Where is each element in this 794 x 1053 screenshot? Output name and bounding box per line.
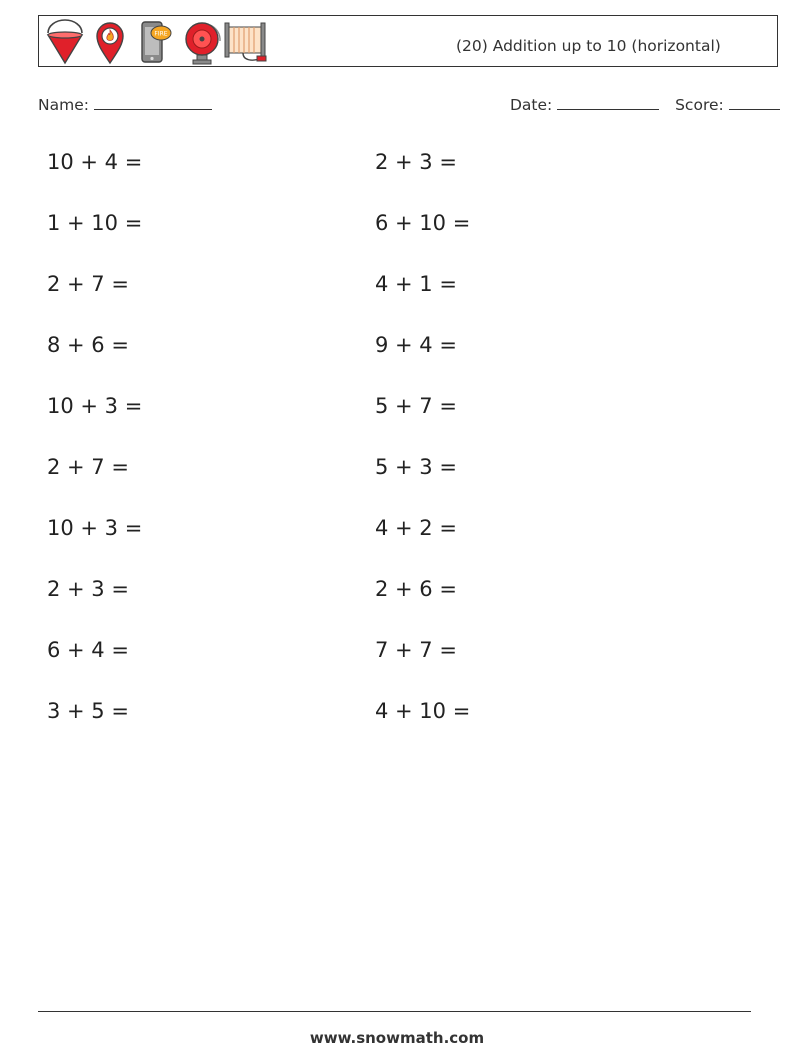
footer-site-link[interactable]: www.snowmath.com <box>309 1029 485 1047</box>
problem-left-6: 2 + 7 = <box>47 455 129 479</box>
problem-right-7: 4 + 2 = <box>375 516 457 540</box>
date-blank <box>557 94 659 110</box>
name-label: Name: <box>38 96 89 114</box>
problem-left-10: 3 + 5 = <box>47 699 129 723</box>
date-label: Date: <box>510 96 553 114</box>
problem-left-9: 6 + 4 = <box>47 638 129 662</box>
problem-right-10: 4 + 10 = <box>375 699 471 723</box>
worksheet-title: (20) Addition up to 10 (horizontal) <box>456 37 721 55</box>
problem-left-8: 2 + 3 = <box>47 577 129 601</box>
name-blank <box>94 94 212 110</box>
problem-right-1: 2 + 3 = <box>375 150 457 174</box>
problem-right-6: 5 + 3 = <box>375 455 457 479</box>
problem-right-9: 7 + 7 = <box>375 638 457 662</box>
problem-left-2: 1 + 10 = <box>47 211 143 235</box>
name-line <box>38 94 212 114</box>
problem-left-4: 8 + 6 = <box>47 333 129 357</box>
problem-right-2: 6 + 10 = <box>375 211 471 235</box>
problem-right-8: 2 + 6 = <box>375 577 457 601</box>
fire-alarm-bell-icon <box>182 19 224 65</box>
problem-left-3: 2 + 7 = <box>47 272 129 296</box>
problem-right-3: 4 + 1 = <box>375 272 457 296</box>
problem-left-1: 10 + 4 = <box>47 150 143 174</box>
worksheet-header <box>38 15 778 67</box>
fire-alert-phone-icon <box>139 19 173 65</box>
problem-left-7: 10 + 3 = <box>47 516 143 540</box>
date-score-line <box>510 94 780 114</box>
problem-left-5: 10 + 3 = <box>47 394 143 418</box>
fire-bucket-icon <box>45 19 85 65</box>
problem-right-5: 5 + 7 = <box>375 394 457 418</box>
footer-divider <box>38 1011 751 1012</box>
score-label: Score: <box>675 96 724 114</box>
problem-right-4: 9 + 4 = <box>375 333 457 357</box>
fire-hose-reel-icon <box>223 19 269 65</box>
score-blank <box>729 94 780 110</box>
fire-location-pin-icon <box>93 19 127 65</box>
fire-alert-text: FIRE <box>154 30 168 38</box>
